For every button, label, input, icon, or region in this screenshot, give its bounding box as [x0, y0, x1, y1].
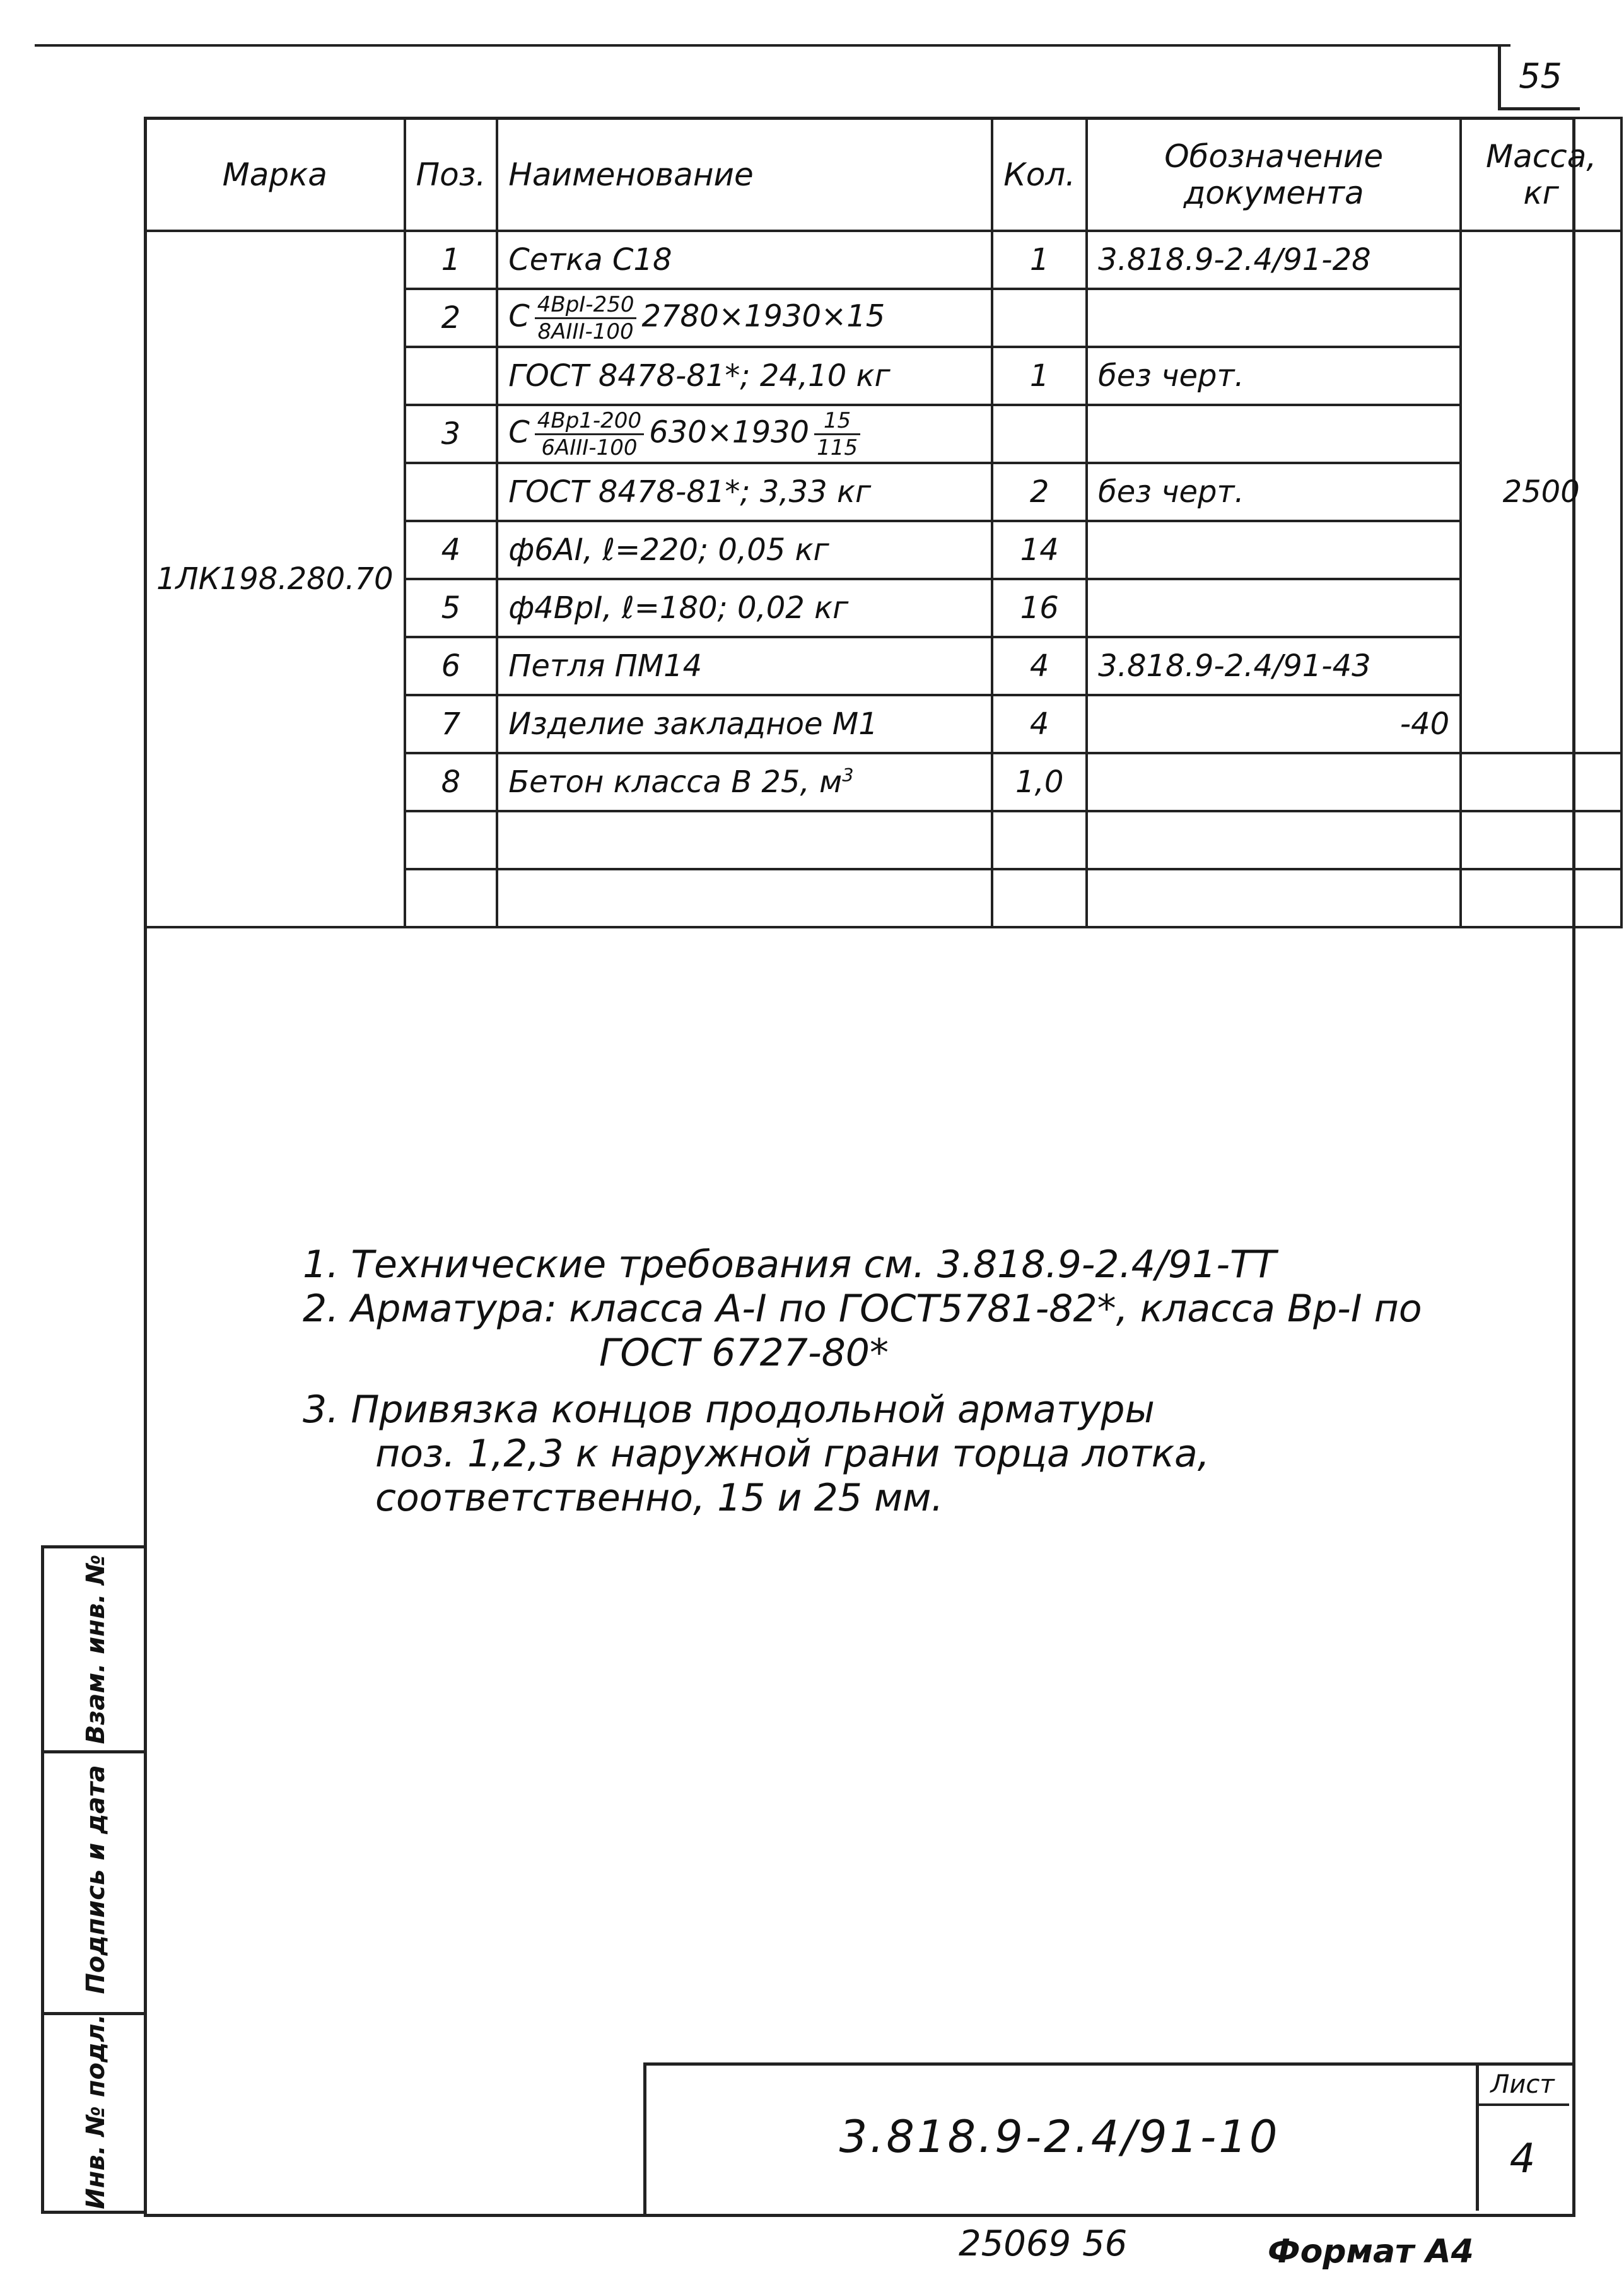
qty-cell: 1	[992, 231, 1087, 289]
table-row	[145, 231, 1621, 289]
mass-cell: 2500	[1461, 231, 1621, 753]
name-cell	[497, 753, 992, 811]
name-prefix: С	[508, 298, 530, 334]
header-name: Наименование	[497, 118, 992, 231]
qty-cell: 2	[992, 463, 1087, 521]
pos-cell: 6	[405, 637, 498, 695]
pos-cell: 7	[405, 695, 498, 753]
pos-cell: 8	[405, 753, 498, 811]
mark-cell: 1ЛК198.280.70	[145, 231, 405, 927]
qty-cell	[992, 289, 1087, 347]
document-code: 3.818.9-2.4/91-10	[839, 2110, 1280, 2163]
rebar-fraction	[535, 292, 637, 344]
name-text: Бетон класса В 25, м	[508, 764, 843, 800]
doc-cell	[1087, 521, 1461, 579]
name-cell	[497, 811, 992, 869]
fraction-denominator: 8АIII-100	[537, 319, 634, 344]
qty-cell: 14	[992, 521, 1087, 579]
table-header-row	[145, 118, 1621, 231]
name-cell: ГОСТ 8478-81*; 3,33 кг	[497, 463, 992, 521]
sheet-number: 4	[1509, 2135, 1536, 2182]
side-label-inv-orig: Инв. № подл.	[81, 2013, 110, 2209]
offset-fraction	[814, 408, 860, 460]
note-2-continued: ГОСТ 6727-80*	[599, 1331, 889, 1375]
doc-cell: без черт.	[1087, 347, 1461, 405]
mass-empty-cell	[1461, 869, 1621, 927]
pos-cell	[405, 347, 498, 405]
name-cell: ф4ВрI, ℓ=180; 0,02 кг	[497, 579, 992, 637]
sheet-label: Лист	[1476, 2066, 1569, 2106]
name-cell: Изделие закладное М1	[497, 695, 992, 753]
archive-number: 25069 56	[959, 2223, 1128, 2264]
specification-table	[144, 117, 1623, 928]
page-number: 55	[1498, 44, 1580, 110]
doc-cell: 3.818.9-2.4/91-43	[1087, 637, 1461, 695]
header-doc: Обозначение документа	[1087, 118, 1461, 231]
header-pos: Поз.	[405, 118, 498, 231]
name-cell: ГОСТ 8478-81*; 24,10 кг	[497, 347, 992, 405]
mass-empty-cell	[1461, 811, 1621, 869]
side-label-replace-inv: Взам. инв. №	[81, 1554, 110, 1745]
side-label-sign-date: Подпись и дата	[81, 1765, 110, 1994]
qty-cell: 1	[992, 347, 1087, 405]
name-prefix: С	[508, 414, 530, 450]
doc-cell: без черт.	[1087, 463, 1461, 521]
name-suffix: 630×1930	[649, 414, 810, 450]
header-qty: Кол.	[992, 118, 1087, 231]
side-sign-date-box	[41, 1747, 147, 2015]
note-3-line-2: поз. 1,2,3 к наружной грани торца лотка,	[375, 1432, 1210, 1476]
doc-cell: 3.818.9-2.4/91-28	[1087, 231, 1461, 289]
doc-cell	[1087, 289, 1461, 347]
note-2: 2. Арматура: класса А-I по ГОСТ5781-82*, класса Вр-I по	[303, 1287, 1422, 1331]
side-inv-orig-box	[41, 2012, 147, 2214]
name-cell	[497, 289, 992, 347]
pos-cell: 2	[405, 289, 498, 347]
name-cell: Петля ПМ14	[497, 637, 992, 695]
rebar-fraction	[535, 408, 644, 460]
doc-cell: -40	[1087, 695, 1461, 753]
qty-cell: 4	[992, 637, 1087, 695]
pos-cell	[405, 463, 498, 521]
qty-cell	[992, 811, 1087, 869]
name-suffix: 2780×1930×15	[641, 298, 885, 334]
header-mass: Масса, кг	[1461, 118, 1621, 231]
technical-notes	[303, 1243, 1422, 1520]
side-replace-inv-box	[41, 1545, 147, 1753]
name-cell	[497, 405, 992, 463]
doc-cell	[1087, 579, 1461, 637]
pos-cell	[405, 811, 498, 869]
note-3: 3. Привязка концов продольной арматуры	[303, 1388, 1155, 1432]
doc-cell	[1087, 811, 1461, 869]
note-3-line-3: соответственно, 15 и 25 мм.	[375, 1476, 943, 1520]
paper-format: Формат А4	[1268, 2233, 1474, 2271]
pos-cell	[405, 869, 498, 927]
pos-cell: 3	[405, 405, 498, 463]
qty-cell	[992, 869, 1087, 927]
mass-empty-cell	[1461, 753, 1621, 811]
top-rule	[35, 44, 1510, 47]
name-cell: ф6АI, ℓ=220; 0,05 кг	[497, 521, 992, 579]
fraction-numerator: 4ВрI-250	[535, 292, 637, 319]
pos-cell: 5	[405, 579, 498, 637]
doc-cell	[1087, 753, 1461, 811]
fraction-denominator: 115	[817, 435, 858, 460]
pos-cell: 4	[405, 521, 498, 579]
fraction-numerator: 4Вр1-200	[535, 408, 644, 435]
name-cell: Сетка С18	[497, 231, 992, 289]
name-superscript: 3	[842, 764, 854, 786]
doc-cell	[1087, 405, 1461, 463]
fraction-numerator: 15	[814, 408, 860, 435]
doc-cell	[1087, 869, 1461, 927]
qty-cell	[992, 405, 1087, 463]
qty-cell: 4	[992, 695, 1087, 753]
qty-cell: 16	[992, 579, 1087, 637]
pos-cell: 1	[405, 231, 498, 289]
header-mark: Марка	[145, 118, 405, 231]
name-cell	[497, 869, 992, 927]
qty-cell: 1,0	[992, 753, 1087, 811]
fraction-denominator: 6АIII-100	[541, 435, 638, 460]
note-1: 1. Технические требования см. 3.818.9-2.4/91-ТТ	[303, 1243, 1276, 1287]
